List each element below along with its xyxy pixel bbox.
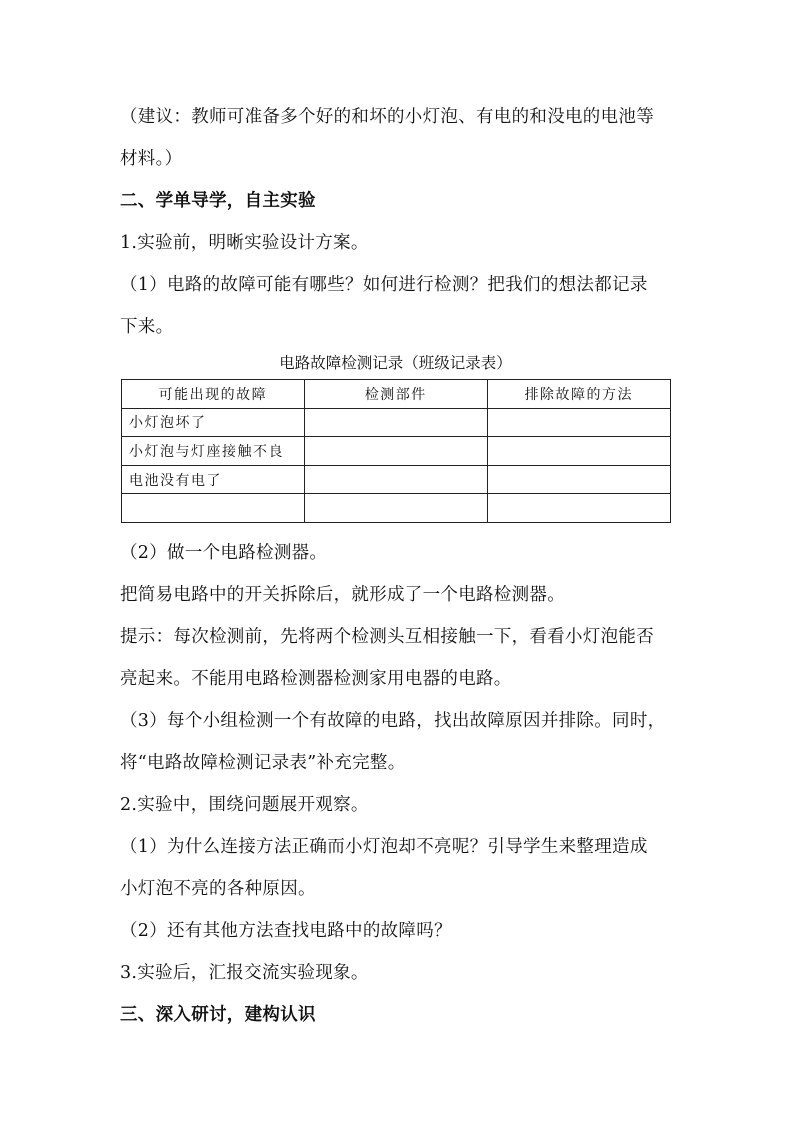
table-row <box>122 408 671 437</box>
fault-record-table <box>121 379 671 523</box>
question-1-line1: （1）为什么连接方法正确而小灯泡却不亮呢？引导学生来整理造成 <box>120 837 648 857</box>
table-cell <box>304 437 487 466</box>
table-header-row <box>122 380 671 409</box>
table-cell: 电池没有电了 <box>122 465 305 494</box>
item-1-line1: （1）电路的故障可能有哪些？如何进行检测？把我们的想法都记录 <box>120 275 648 295</box>
item-2-description: 把简易电路中的开关拆除后，就形成了一个电路检测器。 <box>120 585 565 605</box>
table-header-cell: 可能出现的故障 <box>122 380 305 409</box>
section-heading-2: 二、学单导学，自主实验 <box>120 191 316 211</box>
table-cell <box>304 494 487 523</box>
table-cell <box>487 408 670 437</box>
table-cell <box>304 465 487 494</box>
step-2-heading: 2.实验中，围绕问题展开观察。 <box>120 795 369 815</box>
question-1-line2: 小灯泡不亮的各种原因。 <box>120 879 316 899</box>
table-caption: 电路故障检测记录（班级记录表） <box>279 354 512 372</box>
table-header-cell: 排除故障的方法 <box>487 380 670 409</box>
item-2: （2）做一个电路检测器。 <box>120 543 328 563</box>
step-3-heading: 3.实验后，汇报交流实验现象。 <box>120 963 369 983</box>
item-3-line2: 将“电路故障检测记录表”补充完整。 <box>120 753 406 773</box>
section-heading-3: 三、深入研讨，建构认识 <box>120 1005 316 1025</box>
table-cell <box>487 437 670 466</box>
item-3-line1: （3）每个小组检测一个有故障的电路，找出故障原因并排除。同时， <box>120 711 666 731</box>
tip-line1: 提示：每次检测前，先将两个检测头互相接触一下，看看小灯泡能否 <box>120 627 654 647</box>
table-row <box>122 494 671 523</box>
table-cell <box>487 494 670 523</box>
table-cell <box>304 408 487 437</box>
table-cell <box>122 494 305 523</box>
table-cell: 小灯泡坏了 <box>122 408 305 437</box>
table-cell <box>487 465 670 494</box>
item-1-line2: 下来。 <box>120 317 174 337</box>
table-cell: 小灯泡与灯座接触不良 <box>122 437 305 466</box>
table-row <box>122 437 671 466</box>
table-row <box>122 465 671 494</box>
paragraph-suggestion-line1: （建议：教师可准备多个好的和坏的小灯泡、有电的和没电的电池等 <box>120 107 654 127</box>
table-header-cell: 检测部件 <box>304 380 487 409</box>
tip-line2: 亮起来。不能用电路检测器检测家用电器的电路。 <box>120 669 512 689</box>
step-1-heading: 1.实验前，明晰实验设计方案。 <box>120 233 369 253</box>
question-2: （2）还有其他方法查找电路中的故障吗？ <box>120 921 452 941</box>
paragraph-suggestion-line2: 材料。） <box>120 149 183 169</box>
